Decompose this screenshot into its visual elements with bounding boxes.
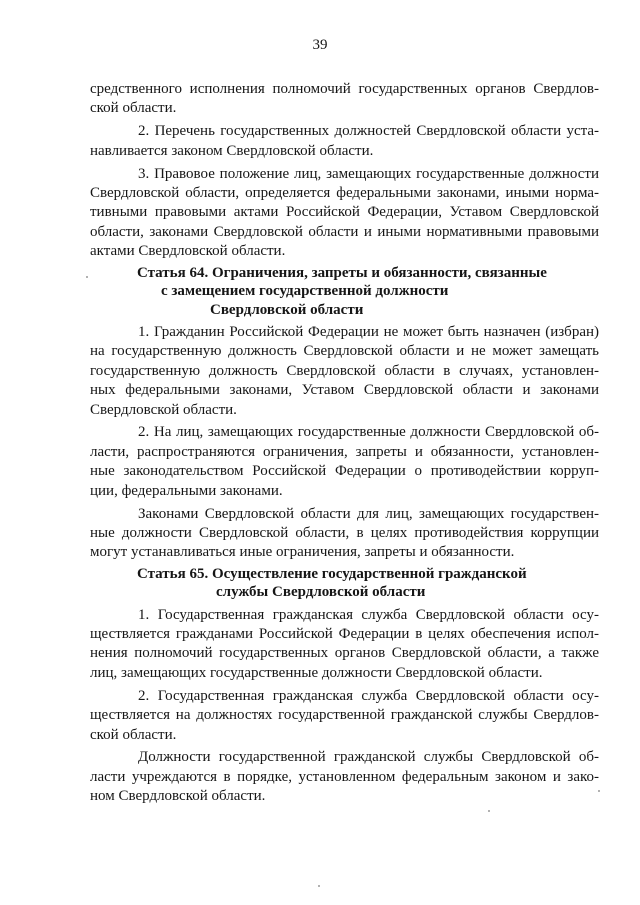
text-line: Законами Свердловской области для лиц, замещающих государствен-: [138, 505, 599, 522]
paragraph: [90, 122, 599, 161]
scan-speck: [488, 810, 490, 812]
document-body: [90, 80, 599, 807]
text-line: государственную должность Свердловской области в случаях, установлен-: [90, 362, 599, 379]
text-line: ные законодательством Российской Федерации о противодействии корруп-: [90, 463, 599, 480]
text-line: лиц, замещающих государственные должности Свердловской области.: [90, 664, 543, 681]
text-line: Должности государственной гражданской службы Свердловской об-: [138, 749, 599, 766]
heading-line: с замещением государственной должности: [161, 283, 449, 300]
heading-line: Свердловской области: [210, 301, 364, 318]
text-line: тивными правовыми актами Российской Федерации, Уставом Свердловской: [90, 204, 599, 221]
paragraph: [90, 505, 599, 563]
paragraph: [90, 323, 599, 420]
text-line: ции, федеральными законами.: [90, 482, 283, 499]
heading-line: Статья 65. Осуществление государственной гражданской: [137, 565, 527, 582]
text-line: 1. Государственная гражданская служба Свердловской области осу-: [138, 606, 599, 623]
scan-speck: [598, 790, 600, 792]
text-line: 2. На лиц, замещающих государственные должности Свердловской об-: [138, 424, 599, 441]
text-line: навливается законом Свердловской области.: [90, 142, 374, 159]
text-line: ществляется гражданами Российской Федерации в целях обеспечения испол-: [90, 626, 599, 643]
text-line: Свердловской области.: [90, 401, 237, 418]
paragraph: [90, 687, 599, 745]
paragraph-continuation: [90, 80, 599, 119]
text-line: 2. Перечень государственных должностей Свердловской области уста-: [138, 123, 599, 140]
text-line: ласти учреждаются в порядке, установленном федеральным законом и зако-: [90, 768, 599, 785]
article-64-heading: [90, 264, 599, 320]
text-line: 1. Гражданин Российской Федерации не может быть назначен (избран): [138, 324, 599, 341]
paragraph: [90, 606, 599, 684]
article-65-heading: [90, 565, 599, 602]
paragraph: [90, 165, 599, 262]
paragraph: [90, 748, 599, 806]
text-line: могут устанавливаться иные ограничения, запреты и обязанности.: [90, 544, 515, 561]
text-line: области, законами Свердловской области и иными нормативными правовыми: [90, 223, 599, 240]
text-line: ществляется на должностях государственной гражданской службы Свердлов-: [90, 707, 599, 724]
heading-line: службы Свердловской области: [216, 584, 426, 601]
text-line: ласти, распространяются ограничения, запреты и обязанности, установлен-: [90, 443, 599, 460]
text-line: 3. Правовое положение лиц, замещающих государственные должности: [138, 165, 599, 182]
text-line: ных федеральными законами, Уставом Свердловской области и законами: [90, 382, 599, 399]
text-line: нения полномочий государственных органов Свердловской области, а также: [90, 645, 599, 662]
text-line: актами Свердловской области.: [90, 243, 286, 260]
paragraph: [90, 423, 599, 501]
text-line: Свердловской области, определяется федеральными законами, иными норма-: [90, 184, 599, 201]
text-line: ской области.: [90, 726, 177, 743]
text-line: ской области.: [90, 100, 177, 117]
text-line: ном Свердловской области.: [90, 788, 266, 805]
page-number: 39: [312, 37, 328, 53]
text-line: на государственную должность Свердловской области и не может замещать: [90, 343, 599, 360]
heading-line: Статья 64. Ограничения, запреты и обязанности, связанные: [137, 264, 547, 281]
scan-speck: [318, 885, 320, 887]
text-line: 2. Государственная гражданская служба Свердловской области осу-: [138, 687, 599, 704]
text-line: ные должности Свердловской области, в целях противодействия коррупции: [90, 524, 599, 541]
scan-speck: [86, 276, 88, 278]
text-line: средственного исполнения полномочий государственных органов Свердлов-: [90, 81, 599, 97]
